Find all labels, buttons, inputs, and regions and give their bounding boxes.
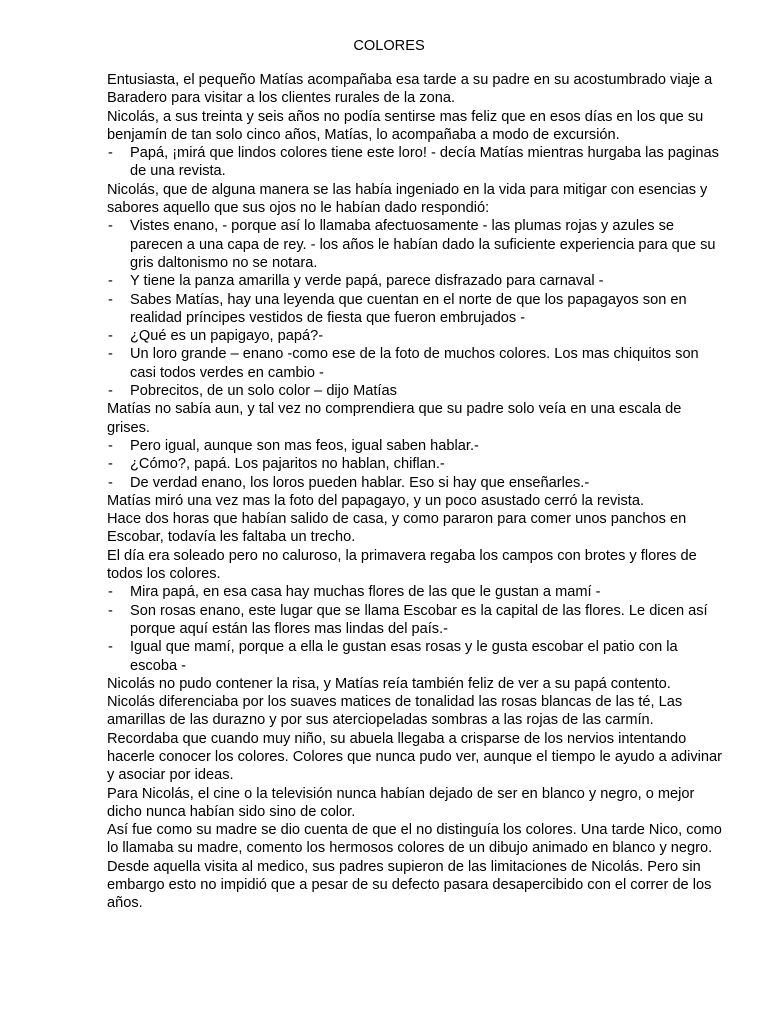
dialogue-line: - Papá, ¡mirá que lindos colores tiene este loro! - decía Matías mientras hurgaba las paginas de una revista. bbox=[107, 144, 725, 181]
paragraph: Para Nicolás, el cine o la televisión nunca habían dejado de ser en blanco y negro, o mejor dicho nunca habían sido sino de color. bbox=[107, 785, 695, 820]
document-body bbox=[107, 71, 725, 913]
paragraph: Hace dos horas que habían salido de casa, y como pararon para comer unos panchos en Escobar, todavía les faltaba un trecho. bbox=[107, 511, 687, 546]
dialogue-line: - ¿Cómo?, papá. Los pajaritos no hablan, chiflan.- bbox=[107, 455, 725, 473]
paragraph: Nicolás, que de alguna manera se las había ingeniado en la vida para mitigar con esencias y sabores aquello que sus ojos no le habían dado respondió: bbox=[107, 181, 708, 217]
dialogue-line: - Y tiene la panza amarilla y verde papá, parece disfrazado para carnaval - bbox=[107, 272, 725, 290]
paragraph: Nicolás, a sus treinta y seis años no podía sentirse mas feliz que en esos días en los que su benjamín de tan solo cinco años, Matías, lo acompañaba a modo de excursión. bbox=[107, 108, 704, 143]
paragraph: Así fue como su madre se dio cuenta de que el no distinguía los colores. Una tarde Nico, como lo llamaba su madre, comento los hermosos colores de un dibujo animado en blanco y negro. bbox=[107, 822, 722, 857]
dialogue-line: - Pobrecitos, de un solo color – dijo Matías bbox=[107, 382, 725, 400]
paragraph: Entusiasta, el pequeño Matías acompañaba esa tarde a su padre en su acostumbrado viaje a Baradero para visitar a los clientes rurales de la zona. bbox=[107, 72, 713, 107]
dialogue-line: - Un loro grande – enano -como ese de la foto de muchos colores. Los mas chiquitos son casi todos verdes en cambio - bbox=[107, 345, 725, 382]
paragraph: Nicolás no pudo contener la risa, y Matías reía también feliz de ver a su papá contento. bbox=[107, 675, 671, 692]
paragraph: El día era soleado pero no caluroso, la primavera regaba los campos con brotes y flores de todos los colores. bbox=[107, 547, 697, 583]
dialogue-line: - Vistes enano, - porque así lo llamaba afectuosamente - las plumas rojas y azules se parecen a una capa de rey. - los años le habían dado la suficiente experiencia para que su gris daltonismo no se notara. bbox=[107, 217, 725, 272]
paragraph: Matías no sabía aun, y tal vez no comprendiera que su padre solo veía en una escala de grises. bbox=[107, 401, 682, 436]
dialogue-line: - De verdad enano, los loros pueden hablar. Eso si hay que enseñarles.- bbox=[107, 474, 725, 492]
paragraph: Nicolás diferenciaba por los suaves matices de tonalidad las rosas blancas de las té, Las amarillas de las durazno y por sus aterciopeladas sombras a las rojas de las carmín. bbox=[107, 694, 683, 729]
paragraph: Desde aquella visita al medico, sus padres supieron de las limitaciones de Nicolás. Pero sin embargo esto no impidió que a pesar de su defecto pasara desapercibido con el correr de los años. bbox=[107, 858, 712, 912]
paragraph: Recordaba que cuando muy niño, su abuela llegaba a crisparse de los nervios intentando hacerle conocer los colores. Colores que nunca pudo ver, aunque el tiempo le ayudo a adivinar y asociar por ideas. bbox=[107, 730, 722, 784]
dialogue-line: - Sabes Matías, hay una leyenda que cuentan en el norte de que los papagayos son en realidad príncipes vestidos de fiesta que fueron embrujados - bbox=[107, 291, 725, 328]
dialogue-line: - Son rosas enano, este lugar que se llama Escobar es la capital de las flores. Le dicen así porque aquí están las flores mas lindas del país.- bbox=[107, 602, 725, 639]
document-title: COLORES bbox=[353, 38, 425, 54]
dialogue-line: - Igual que mamí, porque a ella le gustan esas rosas y le gusta escobar el patio con la escoba - bbox=[107, 638, 725, 675]
dialogue-line: - Mira papá, en esa casa hay muchas flores de las que le gustan a mamí - bbox=[107, 583, 725, 601]
dialogue-line: - ¿Qué es un papigayo, papá?- bbox=[107, 327, 725, 345]
dialogue-line: - Pero igual, aunque son mas feos, igual saben hablar.- bbox=[107, 437, 725, 455]
paragraph: Matías miró una vez mas la foto del papagayo, y un poco asustado cerró la revista. bbox=[107, 492, 645, 509]
